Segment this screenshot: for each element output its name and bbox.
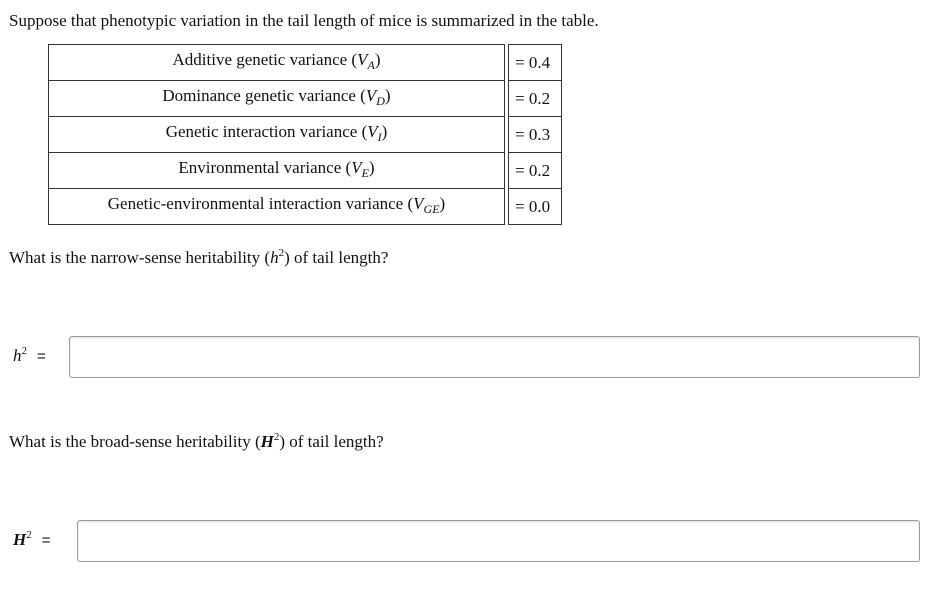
variance-subscript: D <box>376 94 385 108</box>
variance-value: = 0.3 <box>509 117 562 153</box>
variance-subscript: E <box>361 166 369 180</box>
broad-sense-answer-label: $H^2$ = <box>13 529 51 549</box>
variance-value: = 0.2 <box>509 153 562 189</box>
table-row <box>49 153 562 189</box>
variance-symbol: V <box>367 122 378 141</box>
variance-symbol: V <box>357 50 368 69</box>
variance-symbol: V <box>351 158 362 177</box>
variance-subscript: GE <box>423 202 440 216</box>
variance-subscript: I <box>377 130 382 144</box>
variance-label: Dominance genetic variance $(V_D)$ <box>49 81 505 117</box>
variance-symbol: V <box>365 86 377 105</box>
variance-label: Genetic interaction variance $(V_I)$ <box>49 117 505 153</box>
table-row <box>49 189 562 225</box>
table-row <box>49 45 562 81</box>
broad-sense-heritability-input[interactable] <box>77 520 920 562</box>
table-row <box>49 81 562 117</box>
variance-subscript: A <box>367 58 375 72</box>
variance-value: = 0.0 <box>509 189 562 225</box>
variance-table <box>48 44 562 225</box>
question-broad-sense: What is the broad-sense heritability $(H^2)$ of tail length? <box>9 431 384 451</box>
narrow-sense-answer-label: $h^2$ = <box>13 345 46 365</box>
question-narrow-sense: What is the narrow-sense heritability $(h^2)$ of tail length? <box>9 247 389 267</box>
intro-text: Suppose that phenotypic variation in the tail length of mice is summarized in the table. <box>9 11 599 30</box>
variance-value: = 0.2 <box>509 81 562 117</box>
variance-label: Additive genetic variance $(V_A)$ <box>49 45 505 81</box>
table-row <box>49 117 562 153</box>
variance-label: Environmental variance $(V_E)$ <box>49 153 505 189</box>
variance-value: = 0.4 <box>509 45 562 81</box>
narrow-sense-heritability-input[interactable] <box>69 336 920 378</box>
variance-symbol: V <box>413 194 424 213</box>
variance-label: Genetic-environmental interaction variance $(V_{GE})$ <box>49 189 505 225</box>
